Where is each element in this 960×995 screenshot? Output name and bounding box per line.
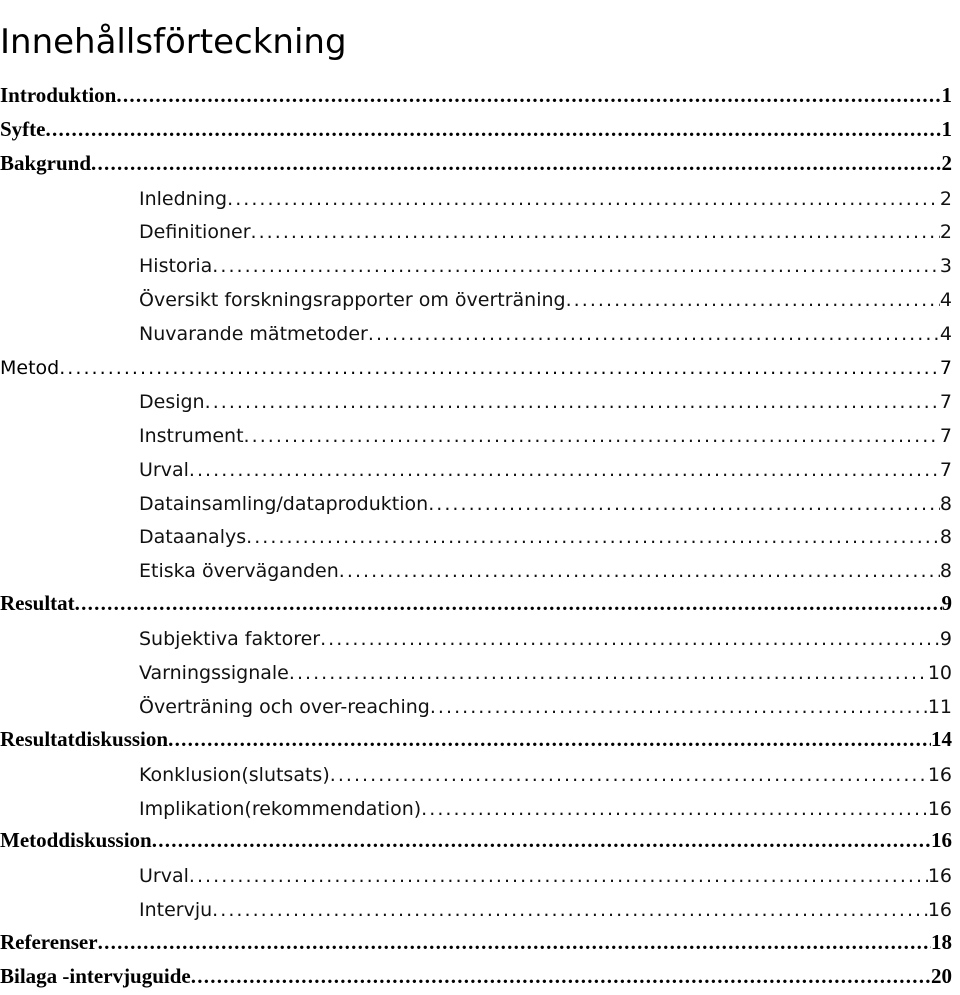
toc-dot-leader [168,727,931,758]
toc-section-entry[interactable] [0,182,952,216]
toc-page-number: 9 [941,591,952,616]
toc-page-number: 2 [941,150,952,175]
toc-section-entry[interactable] [0,521,952,555]
toc-dot-leader [189,865,928,893]
toc-entry-label: Etiska överväganden [139,560,339,583]
toc-page-number: 7 [939,390,952,413]
toc-dot-leader [428,493,940,521]
toc-page-number: 9 [939,628,952,651]
toc-entry-label: Syfte [0,116,46,141]
toc-section-entry[interactable] [0,487,952,521]
toc-chapter-entry[interactable] [0,961,952,995]
toc-entry-label: Resultat [0,591,75,616]
toc-dot-leader [212,899,928,927]
toc-dot-leader [75,591,942,622]
toc-chapter-entry[interactable] [0,80,952,114]
toc-entry-label: Historia [139,255,213,278]
table-of-contents [0,80,952,995]
toc-page-number: 16 [927,899,952,922]
toc-page-number: 18 [931,930,952,955]
toc-entry-label: Referenser [0,930,98,955]
toc-dot-leader [339,560,940,588]
toc-dot-leader [227,188,940,216]
toc-page-number: 10 [927,662,952,685]
toc-section-entry[interactable] [0,453,952,487]
toc-page-number: 16 [927,797,952,820]
toc-entry-label: Intervju [139,899,213,922]
toc-page-number: 11 [927,695,952,718]
toc-page-number: 8 [939,526,952,549]
toc-section-entry[interactable] [0,893,952,927]
toc-chapter-entry[interactable] [0,148,952,182]
toc-page-number: 20 [931,964,952,989]
toc-entry-label: Definitioner [139,221,251,244]
toc-section-entry[interactable] [0,792,952,826]
toc-page-number: 16 [927,865,952,888]
toc-page-number: 4 [939,323,952,346]
toc-entry-label: Instrument [139,424,244,447]
toc-section-entry[interactable] [0,690,952,724]
toc-entry-label: Implikation(rekommendation) [139,797,422,820]
toc-entry-label: Resultatdiskussion [0,726,169,751]
toc-dot-leader [59,357,940,385]
toc-entry-label: Urval [139,458,189,481]
page-title: Innehållsförteckning [0,21,347,62]
toc-dot-leader [289,662,928,690]
toc-chapter-entry[interactable] [0,927,952,961]
toc-entry-label: Introduktion [0,82,117,107]
toc-dot-leader [320,628,940,656]
toc-entry-label: Design [139,390,205,413]
toc-page-number: 2 [939,187,952,210]
toc-dot-leader [368,323,940,351]
toc-entry-label: Inledning [139,187,228,210]
toc-section-entry[interactable] [0,656,952,690]
toc-dot-leader [421,798,928,826]
toc-page-number: 8 [939,560,952,583]
toc-section-entry[interactable] [0,283,952,317]
toc-page-number: 7 [939,357,952,380]
toc-page-number: 4 [939,289,952,312]
toc-dot-leader [91,151,941,182]
toc-dot-leader [212,255,940,283]
toc-chapter-entry[interactable] [0,826,952,860]
toc-page-number: 14 [931,726,952,751]
toc-section-entry[interactable] [0,216,952,250]
toc-page-number: 1 [941,82,952,107]
toc-page-number: 1 [941,116,952,141]
toc-page-number: 7 [939,458,952,481]
toc-dot-leader [205,391,940,419]
toc-entry-label: Datainsamling/dataproduktion [139,492,429,515]
toc-dot-leader [116,83,941,114]
toc-entry-label: Bilaga -intervjuguide [0,964,191,989]
toc-entry-label: Översikt forskningsrapporter om överträning [139,289,566,312]
toc-dot-leader [191,964,931,995]
toc-page-number: 7 [939,424,952,447]
toc-entry-label: Metoddiskussion [0,828,152,853]
toc-dot-leader [189,459,940,487]
toc-dot-leader [566,289,940,317]
toc-entry-label: Varningssignale [139,662,289,685]
toc-dot-leader [46,117,942,148]
toc-page-number: 16 [931,828,952,853]
toc-section-entry[interactable] [0,249,952,283]
toc-chapter-entry[interactable] [0,114,952,148]
toc-page-number: 8 [939,492,952,515]
toc-section-entry[interactable] [0,317,952,351]
toc-entry-label: Överträning och over-reaching [139,695,430,718]
toc-entry-label: Konklusion(slutsats) [139,763,330,786]
toc-dot-leader [430,696,928,724]
toc-dot-leader [330,764,928,792]
toc-entry-label: Bakgrund [0,150,92,175]
toc-entry-label: Dataanalys [139,526,247,549]
toc-entry-label: Subjektiva faktorer [139,628,321,651]
toc-entry-label: Nuvarande mätmetoder [139,323,368,346]
toc-chapter-entry[interactable] [0,588,952,622]
toc-section-entry[interactable] [0,859,952,893]
toc-section-entry[interactable] [0,622,952,656]
toc-dot-leader [98,930,931,961]
toc-entry-label: Urval [139,865,189,888]
toc-dot-leader [244,425,940,453]
toc-entry-label: Metod [0,357,60,380]
toc-page-number: 2 [939,221,952,244]
toc-section-entry[interactable] [0,385,952,419]
toc-section-entry[interactable] [0,554,952,588]
toc-page-number: 3 [939,255,952,278]
toc-chapter-entry[interactable] [0,724,952,758]
toc-section-entry[interactable] [0,758,952,792]
toc-dot-leader [251,221,940,249]
toc-section-entry[interactable] [0,419,952,453]
toc-chapter-entry[interactable] [0,351,952,385]
toc-page-number: 16 [927,763,952,786]
toc-dot-leader [152,828,931,859]
toc-dot-leader [246,526,940,554]
